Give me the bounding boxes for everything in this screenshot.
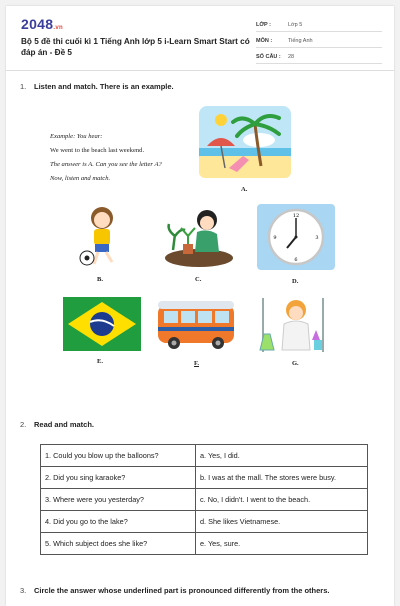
label-d: D. [292, 278, 299, 285]
table-row [41, 489, 368, 511]
answer-cell: e. Yes, sure. [196, 533, 368, 555]
header-divider [6, 70, 394, 71]
label-f: F. [194, 360, 199, 367]
question-1-heading: 1. Listen and match. There is an example. [20, 82, 174, 91]
label-g: G. [292, 360, 299, 367]
picture-e-brazil-flag [63, 297, 141, 351]
site-logo[interactable]: 2048.vn [21, 16, 63, 32]
answer-cell: a. Yes, I did. [196, 445, 368, 467]
meta-subject: MÔN : Tiếng Anh [256, 36, 382, 48]
table-row [41, 533, 368, 555]
picture-a-beach [199, 106, 291, 178]
label-a: A. [241, 186, 248, 193]
svg-text:12: 12 [292, 213, 300, 219]
meta-question-count: SỐ CÂU : 28 [256, 52, 382, 64]
svg-text:6: 6 [294, 257, 298, 263]
question-cell: 2. Did you sing karaoke? [41, 467, 196, 489]
picture-g-scientist [256, 294, 334, 356]
picture-f-bus [156, 297, 236, 353]
label-c: C. [195, 276, 202, 283]
answer-cell: c. No, I didn't. I went to the beach. [196, 489, 368, 511]
label-e: E. [97, 358, 103, 365]
document-header [6, 6, 394, 68]
picture-c-gardening [161, 206, 235, 268]
svg-text:3: 3 [315, 235, 319, 241]
read-and-match-table [40, 444, 368, 555]
question-cell: 3. Where were you yesterday? [41, 489, 196, 511]
question-cell: 1. Could you blow up the balloons? [41, 445, 196, 467]
answer-cell: b. I was at the mall. The stores were busy. [196, 467, 368, 489]
answer-cell: d. She likes Vietnamese. [196, 511, 368, 533]
example-text: Example: You hear: We went to the beach last weekend. The answer is A. Can you see the letter A? Now, listen and match. [50, 133, 162, 182]
worksheet-page [6, 6, 394, 606]
label-b: B. [97, 276, 103, 283]
table-row [41, 445, 368, 467]
question-3-heading: 3. Circle the answer whose underlined part is pronounced differently from the others. [20, 586, 330, 595]
svg-text:9: 9 [273, 235, 277, 241]
table-row [41, 511, 368, 533]
question-cell: 5. Which subject does she like? [41, 533, 196, 555]
picture-d-clock [257, 204, 335, 270]
table-row [41, 467, 368, 489]
question-cell: 4. Did you go to the lake? [41, 511, 196, 533]
meta-grade: LỚP : Lớp 5 [256, 20, 382, 32]
question-2-heading: 2. Read and match. [20, 420, 95, 429]
document-title: Bộ 5 đề thi cuối kì 1 Tiếng Anh lớp 5 i-Learn Smart Start có đáp án - Đề 5 [21, 37, 250, 57]
picture-b-football-girl [76, 204, 126, 268]
